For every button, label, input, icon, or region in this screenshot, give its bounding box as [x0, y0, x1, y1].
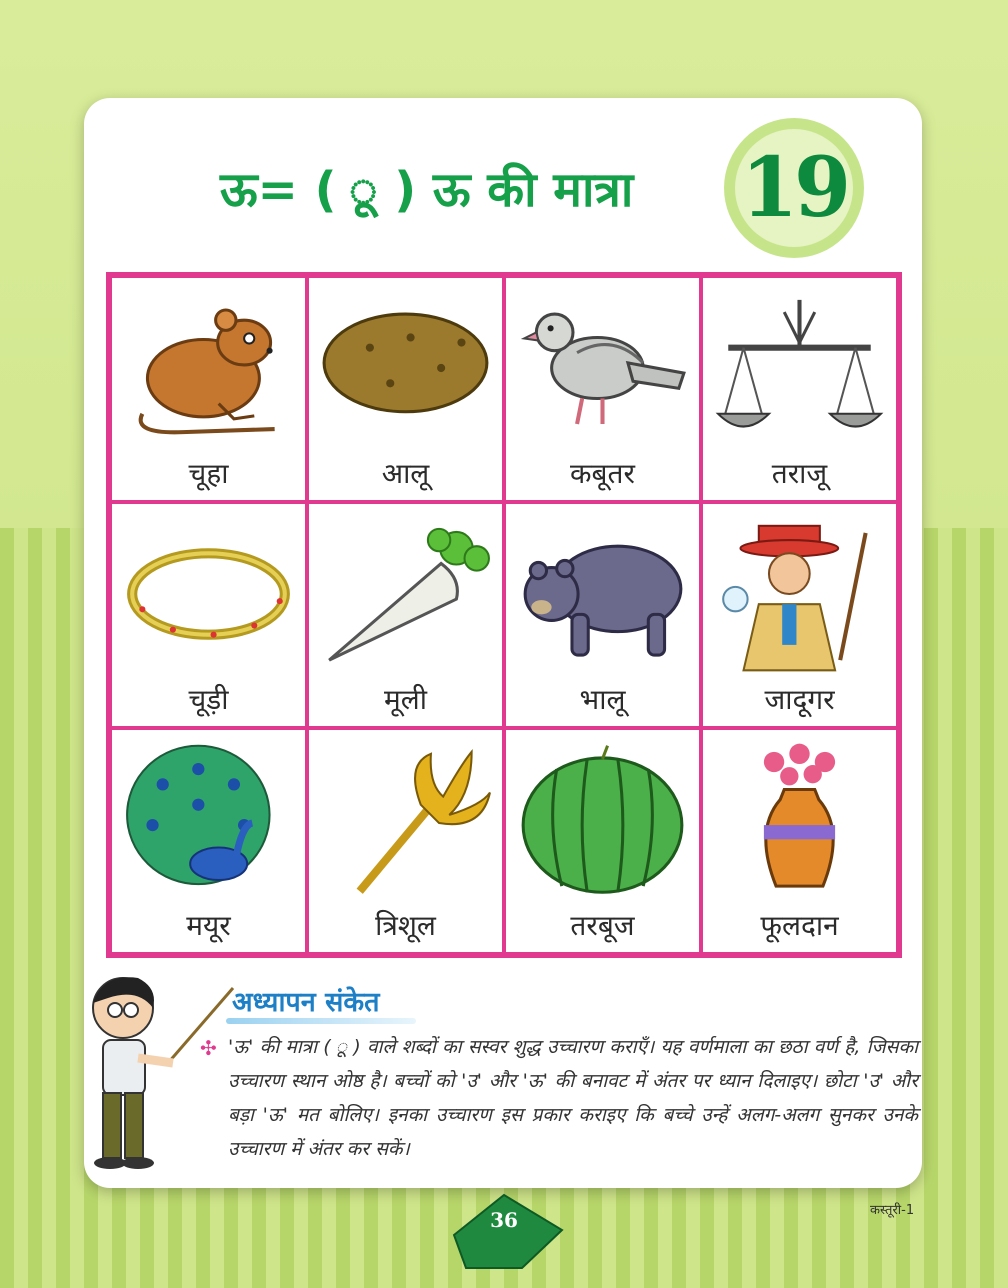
word-card	[504, 502, 701, 728]
word-card	[307, 276, 504, 502]
word-label: फूलदान	[760, 909, 839, 942]
teaching-note-heading: अध्यापन संकेत	[232, 987, 380, 1018]
word-card	[701, 276, 898, 502]
word-card	[110, 276, 307, 502]
word-card	[110, 502, 307, 728]
word-label: तराजू	[771, 457, 828, 490]
word-label: कबूतर	[570, 457, 635, 490]
word-card	[307, 502, 504, 728]
peacock-icon	[122, 740, 295, 900]
word-label: तरबूज	[570, 909, 635, 942]
word-label: मयूर	[186, 909, 231, 942]
radish-icon	[319, 514, 492, 674]
word-card	[701, 502, 898, 728]
word-card	[110, 728, 307, 954]
scale-icon	[713, 288, 886, 448]
word-label: त्रिशूल	[375, 909, 436, 942]
word-label: चूहा	[188, 457, 229, 490]
lesson-title: ऊ= ( ू ) ऊ की मात्रा	[220, 162, 634, 218]
word-label: जादूगर	[764, 683, 835, 716]
teacher-boy-illustration	[78, 968, 238, 1188]
word-label: मूली	[384, 683, 427, 716]
bullet-icon: ✣	[200, 1036, 217, 1060]
potato-icon	[319, 288, 492, 448]
trident-icon	[319, 740, 492, 900]
page-number: 36	[490, 1208, 518, 1232]
word-label: चूड़ी	[188, 683, 229, 716]
watermelon-icon	[516, 740, 689, 900]
heading-underline	[226, 1018, 416, 1024]
page-number-badge	[444, 1190, 564, 1270]
word-card	[701, 728, 898, 954]
bear-icon	[516, 514, 689, 674]
lesson-number-badge	[724, 118, 864, 258]
word-label: भालू	[579, 683, 626, 716]
rat-icon	[122, 288, 295, 448]
series-label: कस्तूरी-1	[870, 1203, 915, 1218]
word-label: आलू	[381, 457, 430, 490]
word-picture-grid	[106, 272, 902, 958]
pigeon-icon	[516, 288, 689, 448]
word-card	[504, 728, 701, 954]
word-card	[307, 728, 504, 954]
word-card	[504, 276, 701, 502]
vase-icon	[713, 740, 886, 900]
magician-icon	[713, 514, 886, 674]
lesson-number: 19	[735, 129, 853, 247]
bangle-icon	[122, 514, 295, 674]
teaching-note-text: 'ऊ' की मात्रा ( ू ) वाले शब्दों का सस्वर शुद्ध उच्चारण कराएँ। यह वर्णमाला का छठा वर्ण है, जिसका उच्चारण स्थान ओष्ठ है। बच्चों को 'उ' और 'ऊ' की बनावट में अंतर पर ध्यान दिलाइए। छोटा 'उ' और बड़ा 'ऊ' मत बोलिए। इनका उच्चारण इस प्रकार कराइए कि बच्चे उन्हें अलग-अलग सुनकर उनके उच्चारण में अंतर कर सकें।	[228, 1036, 918, 1160]
